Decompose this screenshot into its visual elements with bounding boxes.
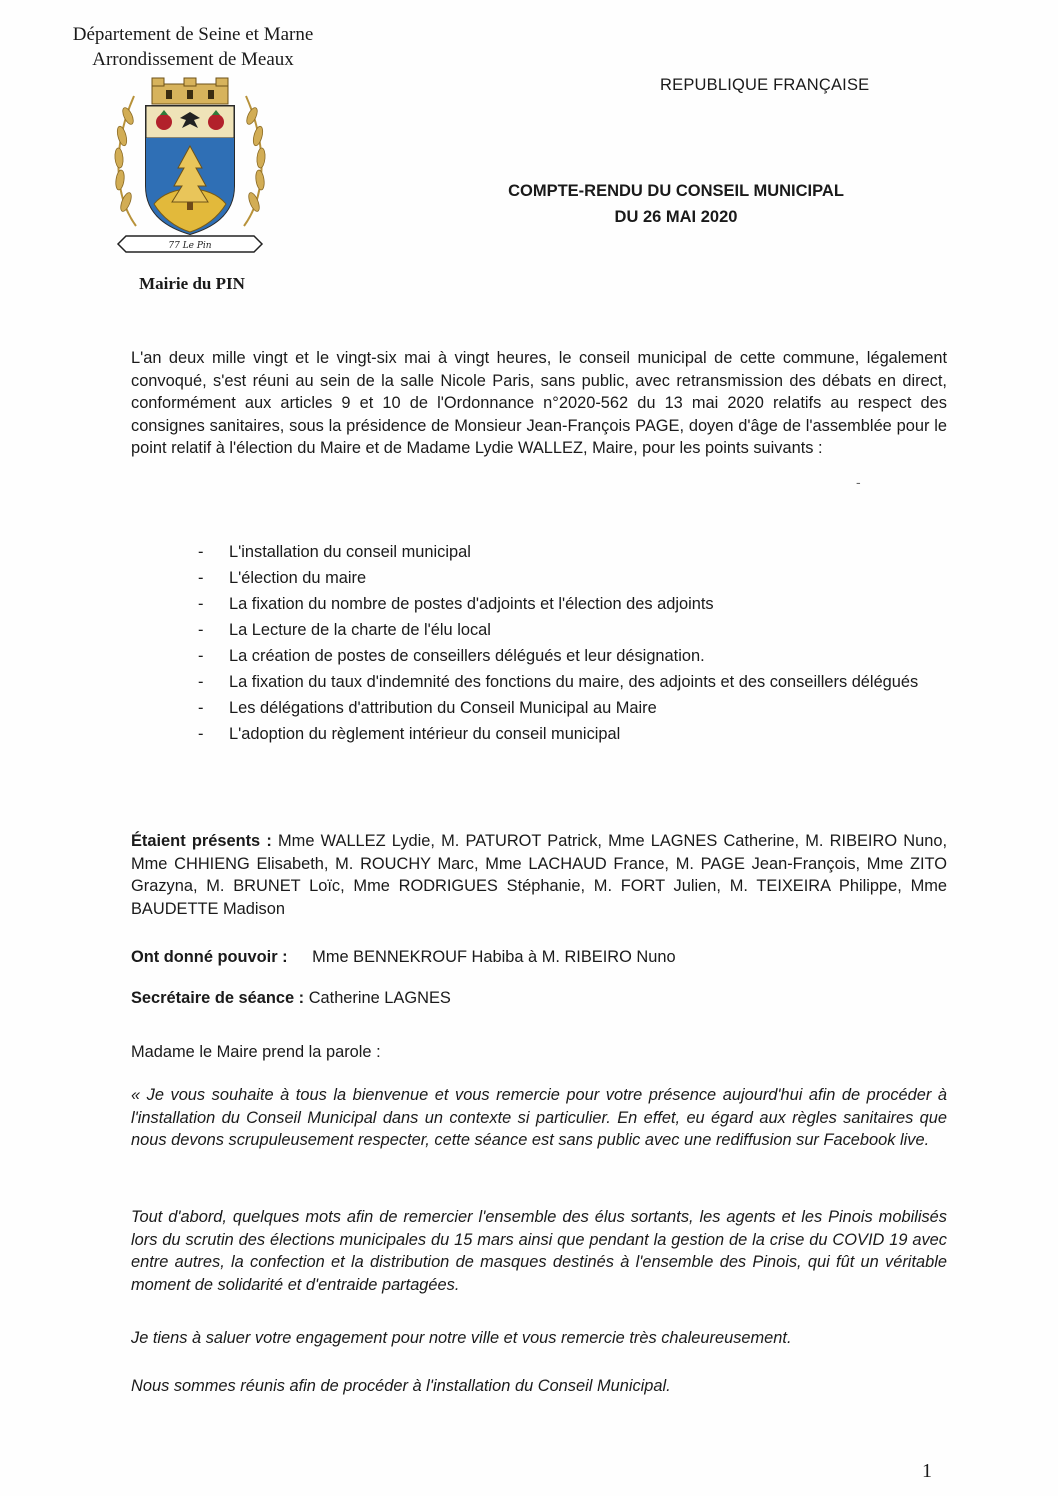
agenda-list <box>198 541 950 749</box>
list-item: - L'élection du maire <box>198 569 367 587</box>
page-number: 1 <box>922 1460 932 1482</box>
department-name: Département de Seine et Marne <box>72 24 314 45</box>
intro-paragraph: L'an deux mille vingt et le vingt-six mai à vingt heures, le conseil municipal de cette commune, légalement convoqué, s'est réuni au sein de la salle Nicole Paris, sans public, avec retransmission des débats en direct, conformément aux articles 9 et 10 de l'Ordonnance n°2020-562 du 13 mai 2020 relatifs au respect des consignes sanitaires, sous la présidence de Monsieur Jean-François PAGE, doyen d'âge de l'assemblée pour le point relatif à l'élection du Maire et de Madame Lydie WALLEZ, Maire, pour les points suivants : <box>131 349 947 457</box>
title-line-1: COMPTE-RENDU DU CONSEIL MUNICIPAL <box>508 182 844 200</box>
arrondissement-name: Arrondissement de Meaux <box>92 49 294 70</box>
mairie-label: Mairie du PIN <box>139 274 245 293</box>
secretary-value: Catherine LAGNES <box>308 989 451 1007</box>
list-item: - L'installation du conseil municipal <box>198 543 471 561</box>
header-block <box>56 22 330 72</box>
republique-heading: REPUBLIQUE FRANÇAISE <box>660 76 870 94</box>
list-item: - Les délégations d'attribution du Conseil Municipal au Maire <box>198 699 657 717</box>
list-item: - La fixation du nombre de postes d'adjoints et l'élection des adjoints <box>198 595 714 613</box>
list-item: - La fixation du taux d'indemnité des fonctions du maire, des adjoints et des conseillers délégués <box>198 673 919 691</box>
proxy-line <box>131 946 947 969</box>
proxy-value: Mme BENNEKROUF Habiba à M. RIBEIRO Nuno <box>312 948 676 966</box>
proxy-label: Ont donné pouvoir : <box>131 948 288 966</box>
attendees-list: Mme WALLEZ Lydie, M. PATUROT Patrick, Mme LAGNES Catherine, M. RIBEIRO Nuno, Mme CHHIENG Elisabeth, M. ROUCHY Marc, Mme LACHAUD France, M. PAGE Jean-François, Mme ZITO Grazyna, M. BRUNET Loïc, Mme RODRIGUES Stéphanie, M. FORT Julien, M. TEIXEIRA Philippe, Mme BAUDETTE Madison <box>131 832 947 918</box>
speech-paragraph-4: Nous sommes réunis afin de procéder à l'installation du Conseil Municipal. <box>131 1377 671 1395</box>
crest-scroll-label: 77 Le Pin <box>168 241 212 251</box>
scan-mark: - <box>856 474 861 490</box>
secretary-line <box>131 987 947 1010</box>
list-item: - L'adoption du règlement intérieur du conseil municipal <box>198 725 621 743</box>
secretary-label: Secrétaire de séance : <box>131 989 305 1007</box>
mayor-speaks-line: Madame le Maire prend la parole : <box>131 1043 381 1061</box>
speech-paragraph-2: Tout d'abord, quelques mots afin de remercier l'ensemble des élus sortants, les agents et les Pinois mobilisés lors du scrutin des élections municipales du 15 mars ainsi que pendant la gestion de la crise du COVID 19 avec entre autres, la confection et la distribution de masques destinés à l'ensemble des Pinois, qui fût un véritable moment de solidarité et d'entraide partagées. <box>131 1208 947 1294</box>
document-title <box>464 178 888 230</box>
title-line-2: DU 26 MAI 2020 <box>614 208 738 226</box>
attendees-paragraph <box>131 830 947 920</box>
list-item: - La création de postes de conseillers délégués et leur désignation. <box>198 647 705 665</box>
speech-paragraph-3: Je tiens à saluer votre engagement pour notre ville et vous remercie très chaleureusement. <box>131 1329 792 1347</box>
attendees-label: Étaient présents : <box>131 832 272 850</box>
coat-of-arms-logo <box>106 76 274 260</box>
list-item: - La Lecture de la charte de l'élu local <box>198 621 491 639</box>
speech-paragraph-1: « Je vous souhaite à tous la bienvenue et vous remercie pour votre présence aujourd'hui afin de procéder à l'installation du Conseil Municipal dans un contexte si particulier. En effet, eu égard aux règles sanitaires que nous devons scrupuleusement respecter, cette séance est sans public avec une rediffusion sur Facebook live. <box>131 1086 947 1149</box>
